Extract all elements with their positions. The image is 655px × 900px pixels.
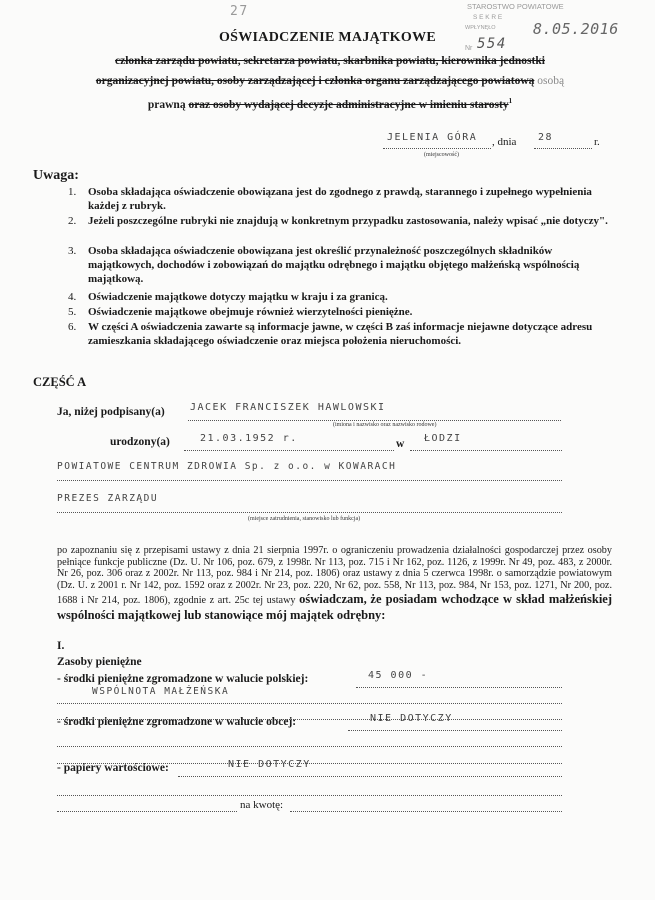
document-title: OŚWIADCZENIE MAJĄTKOWE xyxy=(218,30,437,45)
legal-basis-text: po zapoznaniu się z przepisami ustawy z dnia 21 sierpnia 1997r. o ograniczeniu prowadzenia działalności gospodarczej przez osoby pełniące funkcje publiczne (Dz. U. Nr 106, poz. 679, z 1998r. Nr 113, poz. 715 i Nr 162, poz. 1126, z 1999r. Nr 49, poz. 483, z 2000r. Nr 26, poz. 306 oraz z 2002r. Nr 113, poz. 984 i Nr 214, poz. 1806) oraz ustawy z dnia 5 czerwca 1998r. o samorządzie powiatowym (Dz. U. z 2001 r. Nr 142, poz. 1592 oraz z 2002r. Nr 23, poz. 220, Nr 62, poz. 558, Nr 113, poz. 984, Nr 153, poz. 1271, Nr 200, poz. 1688 i Nr 214, poz. 1806), zgodnie z art. 25c tej ustawy xyxy=(57,545,612,607)
stamp-department: S E K R E xyxy=(473,14,503,21)
note-number: 3. xyxy=(68,245,77,257)
note-item xyxy=(68,305,613,319)
pln-funds-label: - środki pieniężne zgromadzone w walucie polskiej: xyxy=(57,673,309,685)
born-date: 21.03.1952 r. xyxy=(200,433,298,444)
born-place: ŁODZI xyxy=(424,433,462,444)
subtitle-line-2-text: organizacyjnej powiatu, osoby zarządzającej i członka organu zarządzającego powiatową xyxy=(95,75,535,87)
stamp-office-name: STAROSTWO POWIATOWE xyxy=(467,2,564,11)
date-suffix: r. xyxy=(594,136,600,148)
note-number: 2. xyxy=(68,215,77,227)
securities-label: - papiery wartościowe: xyxy=(57,762,169,774)
note-text: Oświadczenie majątkowe obejmuje również wierzytelności pieniężne. xyxy=(88,306,413,318)
workplace-line-1: POWIATOWE CENTRUM ZDROWIA Sp. z o.o. w KOWARACH xyxy=(57,461,397,472)
legal-basis-paragraph xyxy=(57,545,612,623)
note-item xyxy=(68,244,613,286)
note-number: 4. xyxy=(68,291,77,303)
place-caption: (miejscowość) xyxy=(424,152,459,158)
subtitle-line-3 xyxy=(40,92,620,114)
amount-leader xyxy=(57,798,237,812)
note-text: Oświadczenie majątkowe dotyczy majątku w kraju i za granicą. xyxy=(88,291,388,303)
amount-field xyxy=(290,798,562,812)
part-a-heading: CZĘŚĆ A xyxy=(33,375,87,389)
name-caption: (imiona i nazwisko oraz nazwisko rodowe) xyxy=(333,422,437,428)
registry-stamp xyxy=(463,0,653,58)
foreign-funds-line-2 xyxy=(57,733,562,747)
subtitle-line-3-text: oraz osoby wydającej decyzje administracyjne w imieniu starosty xyxy=(188,98,509,111)
place-value: JELENIA GÓRA xyxy=(387,132,478,143)
note-item xyxy=(68,290,613,304)
workplace-caption: (miejsce zatrudnienia, stanowisko lub funkcja) xyxy=(248,516,361,522)
foreign-funds-value: NIE DOTYCZY xyxy=(370,713,453,724)
note-number: 5. xyxy=(68,306,77,318)
declaration-statement: że posiadam wchodzące w skład małżeńskiej wspólności majątkowej lub stanowiące mój majątek odrębny: xyxy=(57,592,612,623)
notes-heading: Uwaga: xyxy=(33,168,79,183)
date-day: 28 xyxy=(538,132,554,143)
stamp-number-label: Nr xyxy=(465,45,473,52)
securities-line-2 xyxy=(57,782,562,796)
note-item xyxy=(68,320,613,348)
note-number: 6. xyxy=(68,321,77,333)
workplace-line-2: PREZES ZARZĄDU xyxy=(57,493,159,504)
corner-handwritten-mark: 27 xyxy=(230,4,249,19)
stamp-number: 554 xyxy=(477,36,507,52)
note-text: Osoba składająca oświadczenie obowiązana jest do zgodnego z prawdą, starannego i zupełnego wypełnienia każdej z rubryk. xyxy=(88,186,592,212)
born-label: urodzony(a) xyxy=(110,436,170,448)
amount-label: na kwotę: xyxy=(240,799,284,811)
born-in-label: w xyxy=(396,438,405,450)
subtitle-line-2 xyxy=(40,72,620,90)
pln-funds-value: 45 000 - xyxy=(368,670,429,681)
date-separator: , dnia xyxy=(492,136,517,148)
note-item xyxy=(68,185,613,213)
foreign-funds-label: - środki pieniężne zgromadzone w walucie obcej: xyxy=(57,716,297,728)
subtitle-line-1-text: członka zarządu powiatu, sekretarza powiatu, skarbnika powiatu, kierownika jednostki xyxy=(115,55,545,67)
subtitle-line-2-tail: osobą xyxy=(537,75,565,87)
section-roman-numeral: I. xyxy=(57,640,65,652)
note-text: Jeżeli poszczególne rubryki nie znajdują w konkretnym przypadku zastosowania, należy wpisać „nie dotyczy". xyxy=(88,215,608,227)
name-label: Ja, niżej podpisany(a) xyxy=(57,406,165,418)
footnote-marker: 1 xyxy=(508,97,513,105)
name-value: JACEK FRANCISZEK HAWLOWSKI xyxy=(190,402,386,413)
declaration-verb: oświadczam, xyxy=(299,592,367,607)
note-text: W części A oświadczenia zawarte są informacje jawne, w części B zaś informacje niejawne dotyczące adresu zamieszkania składającego oświadczenie oraz miejsca położenia nieruchomości. xyxy=(88,321,593,347)
note-text: Osoba składająca oświadczenie obowiązana jest określić przynależność poszczególnych składników majątkowych, dochodów i zobowiązań do majątku odrębnego i majątku objętego małżeńską wspólnością majątkową. xyxy=(88,245,580,285)
pln-funds-note: WSPÓLNOTA MAŁŻEŃSKA xyxy=(92,686,230,697)
section-heading: Zasoby pieniężne xyxy=(57,656,142,668)
subtitle-line-1 xyxy=(40,52,620,70)
subtitle-line-3-start: prawną xyxy=(147,98,186,111)
note-number: 1. xyxy=(68,186,77,198)
securities-value: NIE DOTYCZY xyxy=(228,759,311,770)
stamp-received-label: WPŁYNĘŁO xyxy=(465,25,496,31)
note-item xyxy=(68,214,613,228)
stamp-date: 8.05.2016 xyxy=(533,20,619,38)
